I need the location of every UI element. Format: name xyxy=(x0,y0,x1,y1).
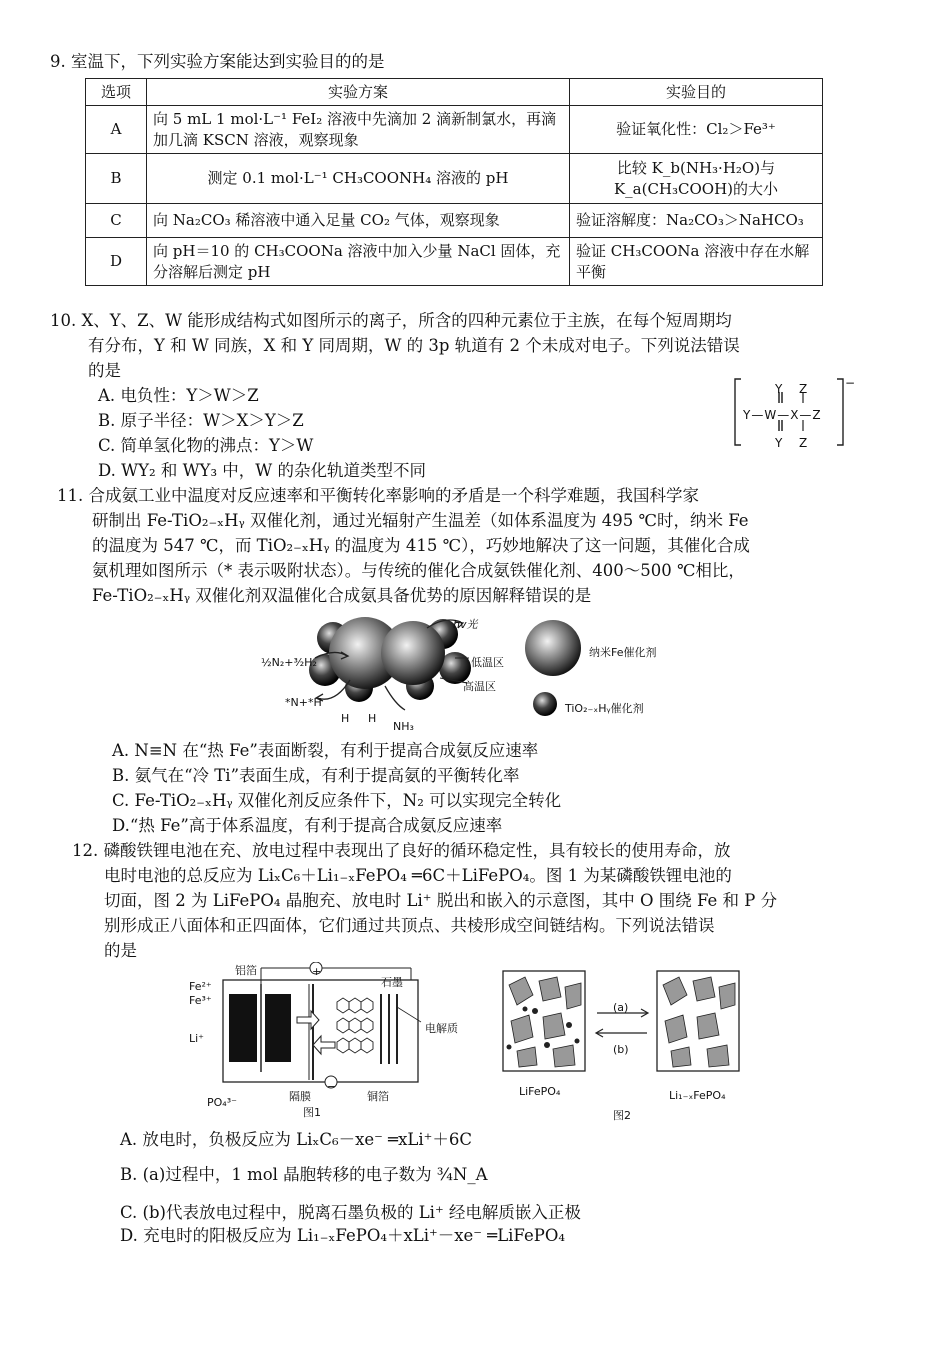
low-temp-zone-label: 低温区 xyxy=(471,656,504,669)
positive-terminal: + xyxy=(312,965,322,978)
atom-label: Z xyxy=(799,382,808,396)
fe3-label: Fe³⁺ xyxy=(189,994,212,1007)
table-cell: 验证溶解度：Na₂CO₃＞NaHCO₃ xyxy=(570,204,823,238)
q9-stem: 9. 室温下，下列实验方案能达到实验目的的是 xyxy=(50,52,385,71)
table-cell: A xyxy=(86,106,147,154)
process-b-label: (b) xyxy=(613,1043,629,1056)
phosphate-label: PO₄³⁻ xyxy=(207,1096,237,1109)
q12-option-c: C. (b)代表放电过程中，脱离石墨负极的 Li⁺ 经电解质嵌入正极 xyxy=(120,1203,581,1222)
al-foil-label: 铝箔 xyxy=(235,964,257,977)
q11-option-c: C. Fe-TiO₂₋ₓHᵧ 双催化剂反应条件下，N₂ 可以实现完全转化 xyxy=(112,791,562,810)
q12-option-b: B. (a)过程中，1 mol 晶胞转移的电子数为 ¾N_A xyxy=(120,1165,488,1184)
q12-stem-line: 别形成正八面体和正四面体，它们通过共顶点、共棱形成空间链结构。下列说法错误 xyxy=(104,916,715,935)
q10-stem-line: 10. X、Y、Z、W 能形成结构式如图所示的离子，所含的四种元素位于主族，在每个短周期均 xyxy=(50,311,732,330)
q12-stem-line: 电时电池的总反应为 LiₓC₆＋Li₁₋ₓFePO₄ ═6C＋LiFePO₄。图 1 为某磷酸铁锂电池的 xyxy=(104,866,732,885)
table-cell: 向 Na₂CO₃ 稀溶液中通入足量 CO₂ 气体，观察现象 xyxy=(147,204,570,238)
ion-structure-figure xyxy=(733,376,856,450)
figure2-caption: 图2 xyxy=(613,1109,631,1122)
q11-stem-line: Fe-TiO₂₋ₓHᵧ 双催化剂双温催化合成氨具备优势的原因解释错误的是 xyxy=(92,586,592,605)
experiment-table xyxy=(85,78,823,286)
q10-stem-line: 的是 xyxy=(88,361,121,380)
lifepo4-label: LiFePO₄ xyxy=(519,1085,561,1098)
table-cell: 测定 0.1 mol·L⁻¹ CH₃COONH₄ 溶液的 pH xyxy=(147,154,570,204)
reactants-label: ½N₂+³⁄₂H₂ xyxy=(261,656,317,669)
atom-label: Z xyxy=(799,436,808,450)
table-header: 实验方案 xyxy=(147,79,570,106)
table-header-row xyxy=(86,79,823,106)
legend-fe-label: 纳米Fe催化剂 xyxy=(589,646,657,659)
table-row xyxy=(86,238,823,286)
table-cell: 向 5 mL 1 mol·L⁻¹ FeI₂ 溶液中先滴加 2 滴新制氯水，再滴加几滴 KSCN 溶液，观察现象 xyxy=(147,106,570,154)
q11-option-d: D.“热 Fe”高于体系温度，有利于提高合成氨反应速率 xyxy=(112,816,503,835)
table-cell: D xyxy=(86,238,147,286)
ammonia-label: NH₃ xyxy=(393,720,414,733)
li1-xfepo4-label: Li₁₋ₓFePO₄ xyxy=(669,1089,726,1102)
table-header: 选项 xyxy=(86,79,147,106)
graphite-label: 石墨 xyxy=(381,976,403,989)
q10-stem-line: 有分布，Y 和 W 同族，X 和 Y 同周期，W 的 3p 轨道有 2 个未成对电子。下列说法错误 xyxy=(88,336,740,355)
table-header: 实验目的 xyxy=(570,79,823,106)
table-row xyxy=(86,154,823,204)
battery-figure xyxy=(185,962,485,1117)
unit-cell-figure xyxy=(495,965,765,1125)
q12-option-d: D. 充电时的阳极反应为 Li₁₋ₓFePO₄＋xLi⁺－xe⁻ ═LiFePO₄ xyxy=(120,1226,565,1245)
atom-label: Y xyxy=(775,382,783,396)
legend-ti-label: TiO₂₋ₓHᵧ催化剂 xyxy=(565,702,644,715)
q10-option-d: D. WY₂ 和 WY₃ 中，W 的杂化轨道类型不同 xyxy=(98,461,427,480)
light-label: hv光 xyxy=(453,618,478,631)
electrolyte-label: 电解质 xyxy=(425,1022,458,1035)
q12-option-a: A. 放电时，负极反应为 LiₓC₆－xe⁻ ═xLi⁺＋6C xyxy=(120,1130,472,1149)
q10-option-b: B. 原子半径：W＞X＞Y＞Z xyxy=(98,411,304,430)
h-atom-label: H xyxy=(341,712,350,725)
q11-option-a: A. N≡N 在“热 Fe”表面断裂，有利于提高合成氨反应速率 xyxy=(112,741,539,760)
atom-chain: Y—W—X—Z xyxy=(743,408,822,422)
q12-stem-line: 12. 磷酸铁锂电池在充、放电过程中表现出了良好的循环稳定性，具有较长的使用寿命，放 xyxy=(72,841,731,860)
table-cell: 验证氧化性：Cl₂＞Fe³⁺ xyxy=(570,106,823,154)
high-temp-zone-label: 高温区 xyxy=(463,680,496,693)
adsorbed-label: *N+*H xyxy=(285,696,322,709)
table-cell: 验证 CH₃COONa 溶液中存在水解平衡 xyxy=(570,238,823,286)
q11-stem-line: 氨机理如图所示（* 表示吸附状态）。与传统的催化合成氨铁催化剂、400～500 ℃相比， xyxy=(92,561,745,580)
q11-stem-line: 的温度为 547 ℃，而 TiO₂₋ₓHᵧ 的温度为 415 ℃），巧妙地解决了这一问题，其催化合成 xyxy=(92,536,750,555)
table-cell: 向 pH＝10 的 CH₃COONa 溶液中加入少量 NaCl 固体，充分溶解后测定 pH xyxy=(147,238,570,286)
h-atom-label: H xyxy=(368,712,377,725)
q10-option-a: A. 电负性：Y＞W＞Z xyxy=(98,386,259,405)
table-cell: 比较 K_b(NH₃·H₂O)与 K_a(CH₃COOH)的大小 xyxy=(570,154,823,204)
cu-foil-label: 铜箔 xyxy=(367,1090,389,1103)
q12-stem-line: 的是 xyxy=(104,941,137,960)
li-ion-label: Li⁺ xyxy=(189,1032,204,1045)
atom-label: Y xyxy=(775,436,783,450)
table-cell: C xyxy=(86,204,147,238)
figure1-caption: 图1 xyxy=(303,1106,321,1119)
negative-terminal: − xyxy=(327,1080,337,1093)
q11-option-b: B. 氨气在“冷 Ti”表面生成，有利于提高氨的平衡转化率 xyxy=(112,766,520,785)
table-row xyxy=(86,204,823,238)
table-row xyxy=(86,106,823,154)
q10-option-c: C. 简单氢化物的沸点：Y＞W xyxy=(98,436,314,455)
process-a-label: (a) xyxy=(613,1001,629,1014)
ion-charge: − xyxy=(845,376,856,390)
q11-stem-line: 11. 合成氨工业中温度对反应速率和平衡转化率影响的矛盾是一个科学难题，我国科学家 xyxy=(57,486,699,505)
table-cell: B xyxy=(86,154,147,204)
fe2-label: Fe²⁺ xyxy=(189,980,212,993)
separator-label: 隔膜 xyxy=(289,1090,311,1103)
catalyst-mechanism-figure xyxy=(255,608,675,738)
q11-stem-line: 研制出 Fe-TiO₂₋ₓHᵧ 双催化剂，通过光辐射产生温差（如体系温度为 495 ℃时，纳米 Fe xyxy=(92,511,749,530)
q12-stem-line: 切面，图 2 为 LiFePO₄ 晶胞充、放电时 Li⁺ 脱出和嵌入的示意图，其中 O 围绕 Fe 和 P 分 xyxy=(104,891,778,910)
